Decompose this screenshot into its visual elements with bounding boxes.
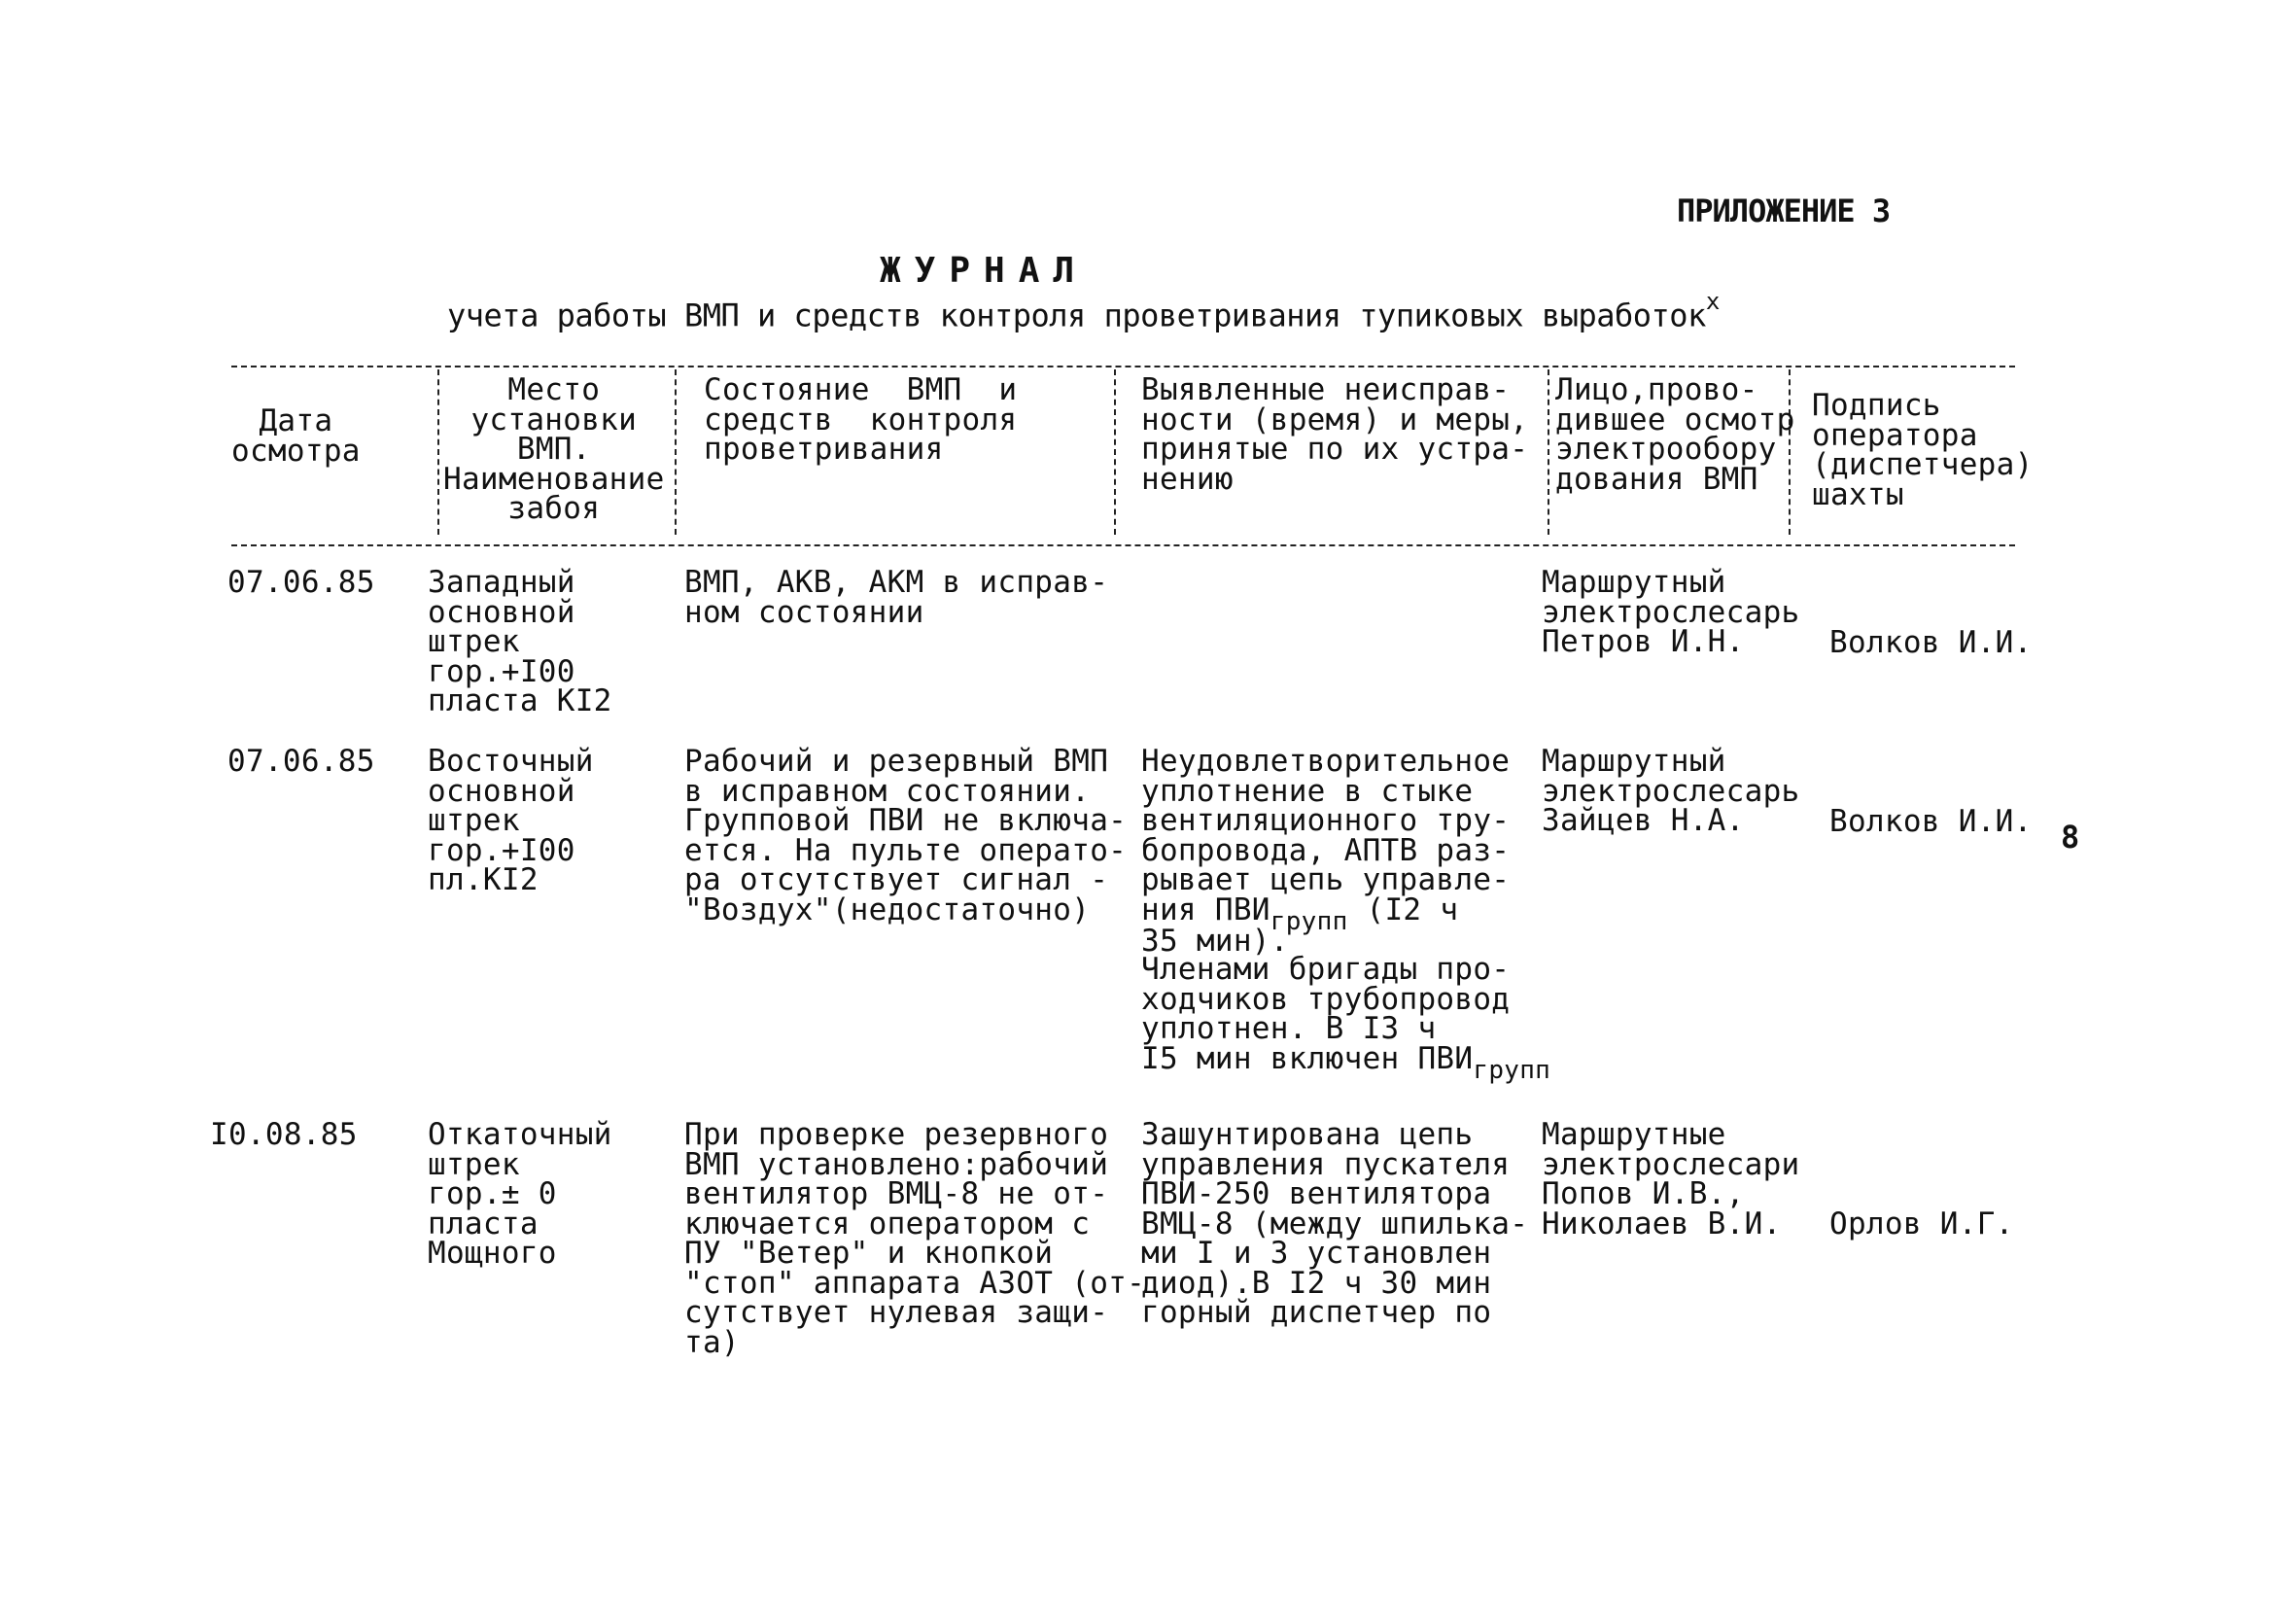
column-divider [1114, 369, 1116, 535]
header-faults: Выявленные неисправ- ности (время) и меры, принятые по их устра- нению [1141, 372, 1529, 497]
journal-title: ЖУРНАЛ [880, 251, 1089, 291]
column-divider [1548, 369, 1549, 535]
row-state: При проверке резервного ВМП установлено:рабочий вентилятор ВМЦ-8 не от- ключается оператором с ПУ "Ветер" и кнопкой "стоп" аппарата АЗОТ (от- сутствует нулевая защи- та) [684, 1117, 1146, 1360]
row-inspector: Маршрутные электрослесари Попов И.В., Николаев В.И. [1542, 1117, 1800, 1241]
header-state: Состояние ВМП и средств контроля проветривания [704, 372, 1018, 467]
row-faults: Зашунтирована цепь управления пускателя ПВИ-250 вентилятора ВМЦ-8 (между шпилька- ми I и 3 установлен диод).В I2 ч 30 мин горный диспетчер по [1141, 1117, 1529, 1330]
row-state: ВМП, АКВ, АКМ в исправ- ном состоянии [684, 565, 1109, 630]
header-signature: Подпись оператора (диспетчера) шахты [1812, 388, 2034, 512]
row-place: Западный основной штрек гор.+I00 пласта KI2 [428, 565, 612, 718]
header-date: Дата осмотра [231, 403, 361, 469]
row-inspector: Маршрутный электрослесарь Петров И.Н. [1542, 565, 1800, 659]
table-top-rule [231, 366, 2015, 367]
header-inspector: Лицо,прово- дившее осмотр электрообору дования ВМП [1555, 372, 1795, 497]
page-number: 8 [2061, 819, 2080, 856]
row-inspector: Маршрутный электрослесарь Зайцев Н.А. [1542, 744, 1800, 838]
column-divider [437, 369, 439, 535]
subtitle-text: учета работы ВМП и средств контроля проветривания тупиковых выработок [447, 297, 1706, 334]
row-date: I0.08.85 [210, 1117, 358, 1152]
row-signature: Волков И.И. [1829, 625, 2033, 660]
row-faults-continued [1141, 952, 1551, 1085]
row-place: Откаточный штрек гор.± 0 пласта Мощного [428, 1117, 612, 1271]
column-divider [675, 369, 677, 535]
faults-text: Членами бригады про- ходчиков трубопровод уплотнен. В I3 ч I5 мин включен ПВИ [1141, 952, 1511, 1076]
row-place: Восточный основной штрек гор.+I00 пл.KI2 [428, 744, 594, 897]
row-signature: Орлов И.Г. [1829, 1206, 2014, 1241]
row-date: 07.06.85 [227, 565, 375, 600]
header-place: Место установки ВМП. Наименование забоя [443, 372, 665, 526]
faults-text: Неудовлетворительное уплотнение в стыке вентиляционного тру- бопровода, АПТВ раз- рывает цепь управле- ния ПВИ [1141, 744, 1511, 927]
row-faults [1141, 744, 1511, 959]
faults-subscript: групп [1270, 906, 1348, 936]
footnote-mark: x [1705, 288, 1720, 315]
faults-text: (I2 ч 35 мин). [1141, 891, 1459, 959]
journal-subtitle [447, 288, 1720, 334]
row-state: Рабочий и резервный ВМП в исправном состоянии. Групповой ПВИ не включа- ется. На пульте операто- ра отсутствует сигнал - "Воздух"(недостаточно) [684, 744, 1128, 927]
table-header-rule [231, 544, 2015, 546]
faults-subscript: групп [1473, 1055, 1551, 1085]
appendix-label: ПРИЛОЖЕНИЕ 3 [1677, 192, 1891, 229]
row-signature: Волков И.И. [1829, 804, 2033, 839]
row-date: 07.06.85 [227, 744, 375, 779]
